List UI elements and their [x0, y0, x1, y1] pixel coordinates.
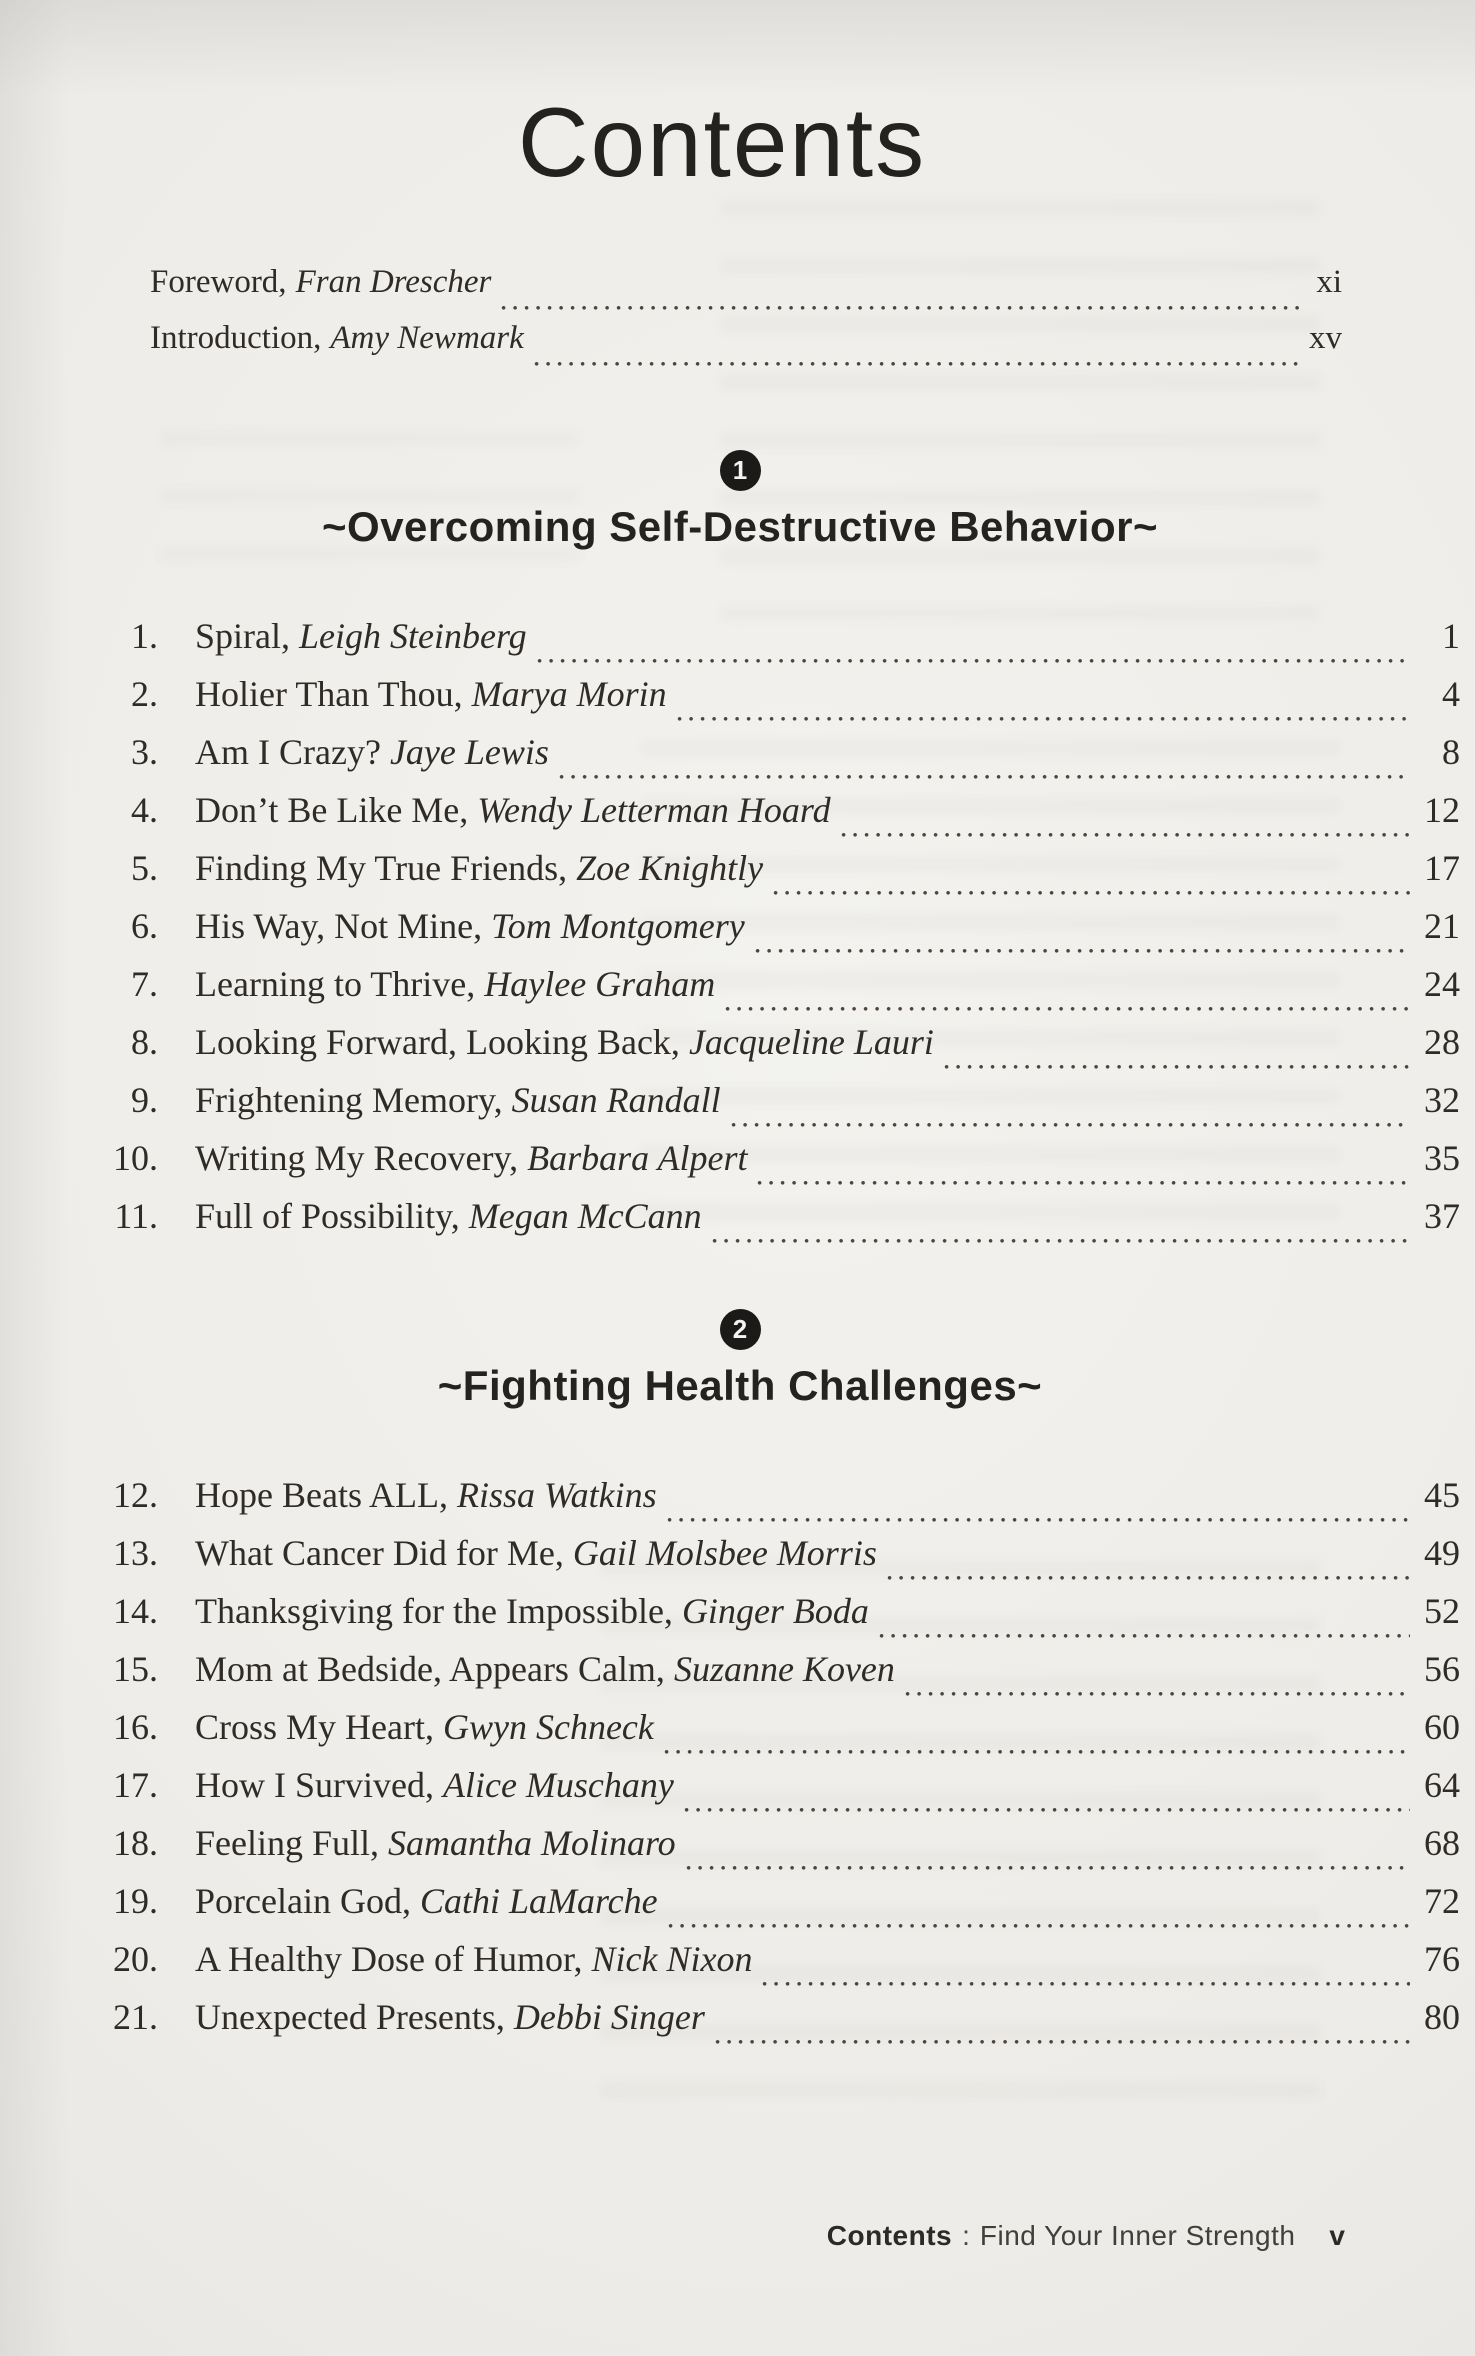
- toc-entry: [100, 1938, 1460, 1996]
- entry-title: Holier Than Thou,: [195, 674, 463, 714]
- front-matter-list: [100, 264, 1460, 376]
- toc-entry: [100, 1474, 1460, 1532]
- entry-page-number: 72: [1424, 1881, 1460, 1921]
- entry-author: Haylee Graham: [484, 964, 716, 1004]
- toc-entry: [100, 731, 1460, 789]
- entry-title: Foreword,: [150, 264, 287, 300]
- section-number-badge: 2: [720, 1309, 761, 1350]
- toc-entry: [100, 905, 1460, 963]
- entry-page-number: 21: [1424, 906, 1460, 946]
- entry-author: Rissa Watkins: [456, 1475, 657, 1515]
- toc-entry: [100, 1021, 1460, 1079]
- entry-author: Samantha Molinaro: [388, 1823, 676, 1863]
- dot-leader: [944, 1064, 1410, 1070]
- entry-title: Don’t Be Like Me,: [195, 790, 469, 830]
- section-header: [60, 450, 1420, 551]
- section-entries: [100, 1474, 1460, 2054]
- entry-page-number: 80: [1424, 1997, 1460, 2037]
- entry-author: Susan Randall: [511, 1080, 721, 1120]
- entry-page-number: 68: [1424, 1823, 1460, 1863]
- toc-section: [100, 450, 1460, 1253]
- entry-author: Tom Montgomery: [491, 906, 745, 946]
- entry-author: Jaye Lewis: [389, 732, 549, 772]
- entry-number: 20.: [113, 1939, 158, 1979]
- entry-page-number: 17: [1424, 848, 1460, 888]
- footer-book-title: Find Your Inner Strength: [979, 2220, 1296, 2251]
- entry-page-number: 32: [1424, 1080, 1460, 1120]
- entry-title: Writing My Recovery,: [195, 1138, 519, 1178]
- toc-entry: [100, 1590, 1460, 1648]
- page-footer: [827, 2220, 1345, 2252]
- entry-number: 16.: [113, 1707, 158, 1747]
- front-matter-entry: [150, 320, 1342, 376]
- entry-author: Zoe Knightly: [576, 848, 764, 888]
- footer-separator: :: [962, 2220, 970, 2251]
- toc-entry: [100, 789, 1460, 847]
- entry-page-number: 24: [1424, 964, 1460, 1004]
- page-title: Contents: [517, 87, 927, 197]
- entry-title: Frightening Memory,: [195, 1080, 503, 1120]
- entry-page-number: 1: [1442, 616, 1460, 656]
- toc-entry: [100, 673, 1460, 731]
- entry-page-number: 56: [1424, 1649, 1460, 1689]
- dot-leader: [559, 774, 1410, 780]
- entry-page-number: 45: [1424, 1475, 1460, 1515]
- entry-page-number: xv: [1309, 320, 1342, 356]
- footer-contents-label: Contents: [826, 2220, 953, 2251]
- entry-page-number: 28: [1424, 1022, 1460, 1062]
- entry-author: Megan McCann: [468, 1196, 702, 1236]
- entry-title: Introduction,: [150, 320, 322, 356]
- entry-page-number: 8: [1442, 732, 1460, 772]
- entry-title: Spiral,: [195, 616, 290, 656]
- entry-title: Finding My True Friends,: [195, 848, 568, 888]
- entry-number: 3.: [131, 732, 158, 772]
- dot-leader: [537, 658, 1410, 664]
- toc-entry: [100, 1822, 1460, 1880]
- entry-page-number: 35: [1424, 1138, 1460, 1178]
- entry-author: Marya Morin: [471, 674, 667, 714]
- entry-page-number: 64: [1424, 1765, 1460, 1805]
- entry-author: Cathi LaMarche: [419, 1881, 658, 1921]
- toc-entry: [100, 847, 1460, 905]
- entry-title: Porcelain God,: [195, 1881, 411, 1921]
- toc-entry: [100, 1706, 1460, 1764]
- entry-title: Looking Forward, Looking Back,: [195, 1022, 680, 1062]
- entry-title: His Way, Not Mine,: [195, 906, 483, 946]
- section-header: [60, 1309, 1420, 1410]
- entry-author: Alice Muschany: [442, 1765, 674, 1805]
- toc-entry: [100, 1880, 1460, 1938]
- entry-title: A Healthy Dose of Humor,: [195, 1939, 583, 1979]
- entry-number: 8.: [131, 1022, 158, 1062]
- dot-leader: [887, 1575, 1410, 1581]
- toc-content: [100, 0, 1460, 2054]
- entry-page-number: 52: [1424, 1591, 1460, 1631]
- entry-number: 18.: [113, 1823, 158, 1863]
- dot-leader: [668, 1923, 1410, 1929]
- entry-author: Barbara Alpert: [527, 1138, 748, 1178]
- toc-entry: [100, 1532, 1460, 1590]
- entry-page-number: 49: [1424, 1533, 1460, 1573]
- entry-page-number: 37: [1424, 1196, 1460, 1236]
- section-heading: ~Overcoming Self-Destructive Behavior~: [322, 503, 1158, 550]
- toc-entry: [100, 1195, 1460, 1253]
- entry-title: Full of Possibility,: [195, 1196, 460, 1236]
- toc-sections: [100, 450, 1460, 2054]
- entry-author: Ginger Boda: [681, 1591, 869, 1631]
- entry-title: Mom at Bedside, Appears Calm,: [195, 1649, 665, 1689]
- dot-leader: [501, 305, 1302, 311]
- section-entries: [100, 615, 1460, 1253]
- dot-leader: [773, 890, 1410, 896]
- dot-leader: [879, 1633, 1410, 1639]
- dot-leader: [677, 716, 1410, 722]
- dot-leader: [686, 1865, 1410, 1871]
- entry-page-number: 60: [1424, 1707, 1460, 1747]
- entry-title: How I Survived,: [195, 1765, 434, 1805]
- entry-title: Feeling Full,: [195, 1823, 380, 1863]
- toc-entry: [100, 615, 1460, 673]
- entry-title: Unexpected Presents,: [195, 1997, 505, 2037]
- toc-entry: [100, 1996, 1460, 2054]
- dot-leader: [905, 1691, 1410, 1697]
- entry-number: 12.: [113, 1475, 158, 1515]
- entry-page-number: 76: [1424, 1939, 1460, 1979]
- entry-number: 11.: [114, 1196, 158, 1236]
- entry-number: 10.: [113, 1138, 158, 1178]
- footer-page-number: v: [1329, 2220, 1345, 2251]
- entry-page-number: 12: [1424, 790, 1460, 830]
- dot-leader: [712, 1238, 1410, 1244]
- entry-title: Learning to Thrive,: [195, 964, 476, 1004]
- entry-author: Wendy Letterman Hoard: [477, 790, 831, 830]
- entry-title: What Cancer Did for Me,: [195, 1533, 564, 1573]
- toc-entry: [100, 963, 1460, 1021]
- entry-title: Thanksgiving for the Impossible,: [195, 1591, 673, 1631]
- entry-number: 1.: [131, 616, 158, 656]
- entry-number: 13.: [113, 1533, 158, 1573]
- entry-number: 19.: [113, 1881, 158, 1921]
- toc-entry: [100, 1648, 1460, 1706]
- entry-author: Gail Molsbee Morris: [572, 1533, 877, 1573]
- dot-leader: [755, 948, 1410, 954]
- entry-number: 5.: [131, 848, 158, 888]
- dot-leader: [715, 2039, 1410, 2045]
- entry-author: Debbi Singer: [513, 1997, 705, 2037]
- entry-title: Cross My Heart,: [195, 1707, 434, 1747]
- toc-entry: [100, 1079, 1460, 1137]
- entry-title: Am I Crazy?: [195, 732, 381, 772]
- dot-leader: [664, 1749, 1410, 1755]
- dot-leader: [684, 1807, 1410, 1813]
- toc-entry: [100, 1764, 1460, 1822]
- entry-author: Nick Nixon: [591, 1939, 753, 1979]
- dot-leader: [534, 361, 1302, 367]
- entry-author: Amy Newmark: [330, 320, 524, 356]
- dot-leader: [725, 1006, 1410, 1012]
- dot-leader: [757, 1180, 1410, 1186]
- entry-title: Hope Beats ALL,: [195, 1475, 448, 1515]
- section-heading: ~Fighting Health Challenges~: [437, 1362, 1043, 1409]
- dot-leader: [731, 1122, 1410, 1128]
- entry-number: 21.: [113, 1997, 158, 2037]
- entry-page-number: 4: [1442, 674, 1460, 714]
- front-matter-entry: [150, 264, 1342, 320]
- entry-number: 6.: [131, 906, 158, 946]
- entry-author: Leigh Steinberg: [299, 616, 527, 656]
- entry-number: 15.: [113, 1649, 158, 1689]
- dot-leader: [762, 1981, 1410, 1987]
- dot-leader: [667, 1517, 1410, 1523]
- entry-number: 14.: [113, 1591, 158, 1631]
- toc-entry: [100, 1137, 1460, 1195]
- section-number-badge: 1: [720, 450, 761, 491]
- entry-author: Fran Drescher: [295, 264, 492, 300]
- entry-number: 9.: [131, 1080, 158, 1120]
- dot-leader: [841, 832, 1410, 838]
- entry-number: 17.: [113, 1765, 158, 1805]
- toc-section: [100, 1309, 1460, 2054]
- entry-author: Gwyn Schneck: [442, 1707, 654, 1747]
- entry-page-number: xi: [1316, 264, 1342, 300]
- entry-number: 2.: [131, 674, 158, 714]
- entry-number: 4.: [131, 790, 158, 830]
- entry-author: Suzanne Koven: [673, 1649, 895, 1689]
- entry-author: Jacqueline Lauri: [688, 1022, 934, 1062]
- entry-number: 7.: [131, 964, 158, 1004]
